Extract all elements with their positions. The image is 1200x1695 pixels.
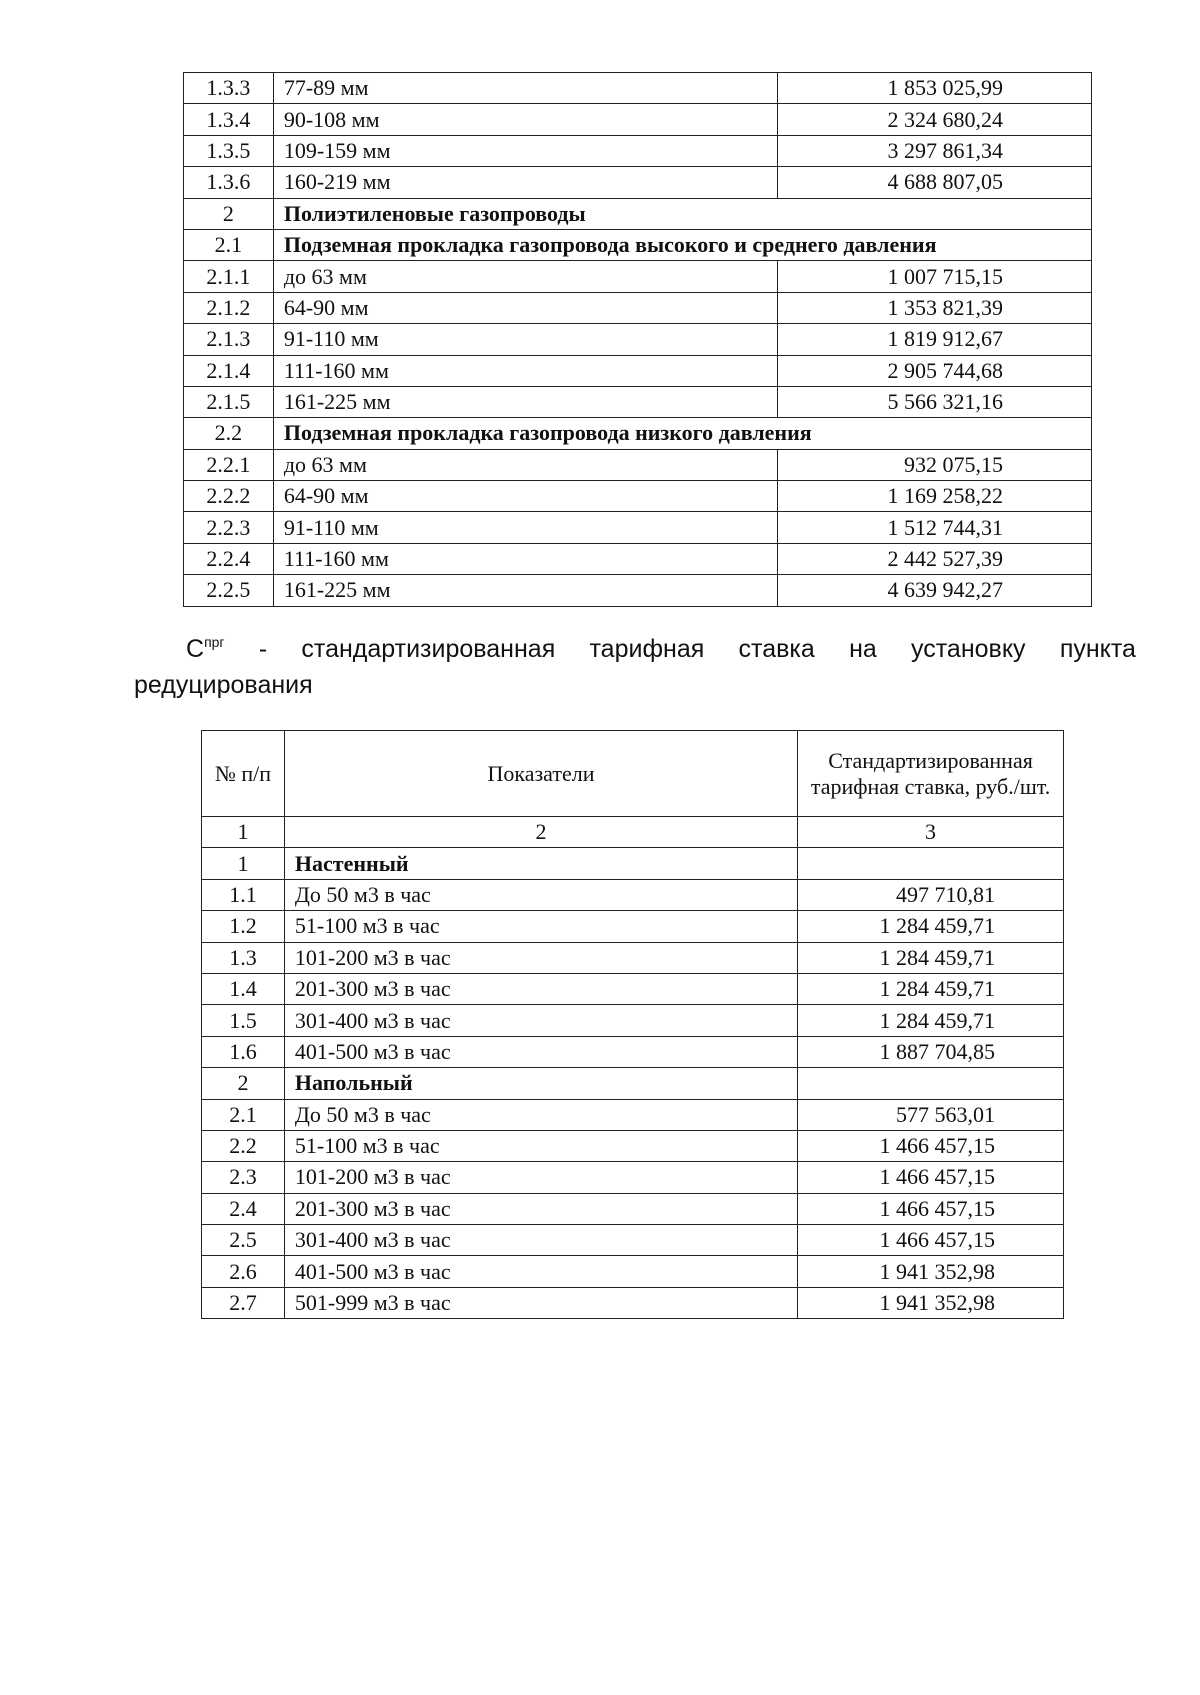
table-row	[184, 575, 1092, 606]
rate-value: 4 688 807,05	[778, 167, 1092, 198]
row-label: 401-500 м3 в час	[284, 1036, 797, 1067]
row-number: 2	[184, 198, 274, 229]
row-label: 90-108 мм	[273, 104, 777, 135]
table-row	[184, 481, 1092, 512]
section-title: Напольный	[284, 1068, 797, 1099]
description-word: тарифная	[589, 635, 705, 663]
rate-symbol: $С^{прг}$	[186, 634, 225, 663]
rate-value: 2 442 527,39	[778, 543, 1092, 574]
description-word: установку	[911, 635, 1026, 663]
rate-value: 1 887 704,85	[798, 1036, 1064, 1067]
row-label: 161-225 мм	[273, 386, 777, 417]
row-number: 2.1.3	[184, 324, 274, 355]
table-row	[202, 1099, 1064, 1130]
rate-value: 2 324 680,24	[778, 104, 1092, 135]
section-row	[184, 229, 1092, 260]
description-line-2: редуцирования	[134, 670, 313, 699]
row-label: 91-110 мм	[273, 512, 777, 543]
row-label: 64-90 мм	[273, 292, 777, 323]
rate-value	[798, 1068, 1064, 1099]
description-word: стандартизированная	[301, 635, 556, 663]
row-number: 2.4	[202, 1193, 285, 1224]
rate-value: 3 297 861,34	[778, 135, 1092, 166]
row-label: 111-160 мм	[273, 543, 777, 574]
rate-value: 1 466 457,15	[798, 1225, 1064, 1256]
row-label: 201-300 м3 в час	[284, 973, 797, 1004]
description-word: на	[849, 635, 877, 663]
row-number: 2.1.5	[184, 386, 274, 417]
rate-value: 1 284 459,71	[798, 1005, 1064, 1036]
row-number: 2.1.2	[184, 292, 274, 323]
table-row	[202, 1193, 1064, 1224]
table-row	[202, 1162, 1064, 1193]
row-number: 1.4	[202, 973, 285, 1004]
row-label: До 50 м3 в час	[284, 1099, 797, 1130]
row-number: 2.1.4	[184, 355, 274, 386]
rate-value: 1 353 821,39	[778, 292, 1092, 323]
row-number: 2.1	[202, 1099, 285, 1130]
row-number: 2.1.1	[184, 261, 274, 292]
rate-value: 932 075,15	[778, 449, 1092, 480]
column-number: 2	[284, 817, 797, 848]
row-label: 64-90 мм	[273, 481, 777, 512]
row-label: 77-89 мм	[273, 73, 777, 104]
row-label: 101-200 м3 в час	[284, 1162, 797, 1193]
table-row	[184, 261, 1092, 292]
row-number: 1.3	[202, 942, 285, 973]
row-label: 201-300 м3 в час	[284, 1193, 797, 1224]
table-row	[202, 942, 1064, 973]
table-row	[184, 449, 1092, 480]
row-label: 301-400 м3 в час	[284, 1005, 797, 1036]
description-line-1	[134, 632, 1136, 668]
table-row	[202, 879, 1064, 910]
table-row	[202, 1005, 1064, 1036]
description-word: -	[258, 635, 268, 663]
table-row	[184, 135, 1092, 166]
rate-value: 1 941 352,98	[798, 1287, 1064, 1318]
row-label: 301-400 м3 в час	[284, 1225, 797, 1256]
table-row	[202, 1130, 1064, 1161]
reduction-point-rate-description	[134, 632, 1136, 703]
table-row	[202, 1287, 1064, 1318]
table-row	[184, 167, 1092, 198]
rate-value: 1 007 715,15	[778, 261, 1092, 292]
row-label: 51-100 м3 в час	[284, 1130, 797, 1161]
section-row	[202, 1068, 1064, 1099]
rate-value: 1 284 459,71	[798, 942, 1064, 973]
description-word: ставка	[738, 635, 815, 663]
row-number: 2.2.3	[184, 512, 274, 543]
header-rate: Стандартизированная тарифная ставка, руб./шт.	[798, 731, 1064, 817]
table-row	[202, 1256, 1064, 1287]
section-title: Полиэтиленовые газопроводы	[273, 198, 1091, 229]
reduction-point-rate-table	[201, 730, 1064, 1319]
row-number: 2.2.2	[184, 481, 274, 512]
table-row	[202, 911, 1064, 942]
row-label: 91-110 мм	[273, 324, 777, 355]
rate-value: 1 284 459,71	[798, 911, 1064, 942]
description-word: пункта	[1059, 635, 1136, 663]
header-number: № п/п	[202, 731, 285, 817]
column-number: 3	[798, 817, 1064, 848]
row-label: 161-225 мм	[273, 575, 777, 606]
table-row	[184, 543, 1092, 574]
row-label: До 50 м3 в час	[284, 879, 797, 910]
rate-value: 1 466 457,15	[798, 1193, 1064, 1224]
row-label: 501-999 м3 в час	[284, 1287, 797, 1318]
row-number: 1.3.3	[184, 73, 274, 104]
row-label: 51-100 м3 в час	[284, 911, 797, 942]
section-row	[202, 848, 1064, 879]
table-row	[184, 104, 1092, 135]
row-label: 160-219 мм	[273, 167, 777, 198]
row-number: 2.2.4	[184, 543, 274, 574]
section-row	[184, 198, 1092, 229]
section-title: Подземная прокладка газопровода высокого и среднего давления	[273, 229, 1091, 260]
row-number: 1.3.5	[184, 135, 274, 166]
table-row	[184, 73, 1092, 104]
table-row	[202, 973, 1064, 1004]
row-number: 1.2	[202, 911, 285, 942]
rate-value: 497 710,81	[798, 879, 1064, 910]
row-number: 1.1	[202, 879, 285, 910]
rate-value: 1 853 025,99	[778, 73, 1092, 104]
rate-value: 1 284 459,71	[798, 973, 1064, 1004]
rate-value: 1 941 352,98	[798, 1256, 1064, 1287]
row-label: 111-160 мм	[273, 355, 777, 386]
table-row	[184, 386, 1092, 417]
rate-value: 1 466 457,15	[798, 1130, 1064, 1161]
row-number: 2.2	[202, 1130, 285, 1161]
row-number: 1	[202, 848, 285, 879]
row-number: 2.3	[202, 1162, 285, 1193]
row-number: 1.3.4	[184, 104, 274, 135]
rate-value: 1 466 457,15	[798, 1162, 1064, 1193]
table-row	[184, 324, 1092, 355]
row-number: 1.5	[202, 1005, 285, 1036]
section-row	[184, 418, 1092, 449]
rate-value: 577 563,01	[798, 1099, 1064, 1130]
row-number: 1.6	[202, 1036, 285, 1067]
section-title: Настенный	[284, 848, 797, 879]
table-row	[184, 355, 1092, 386]
table-row	[184, 512, 1092, 543]
table-row	[202, 1225, 1064, 1256]
row-label: до 63 мм	[273, 261, 777, 292]
row-number: 2.2	[184, 418, 274, 449]
row-number: 2.6	[202, 1256, 285, 1287]
column-number: 1	[202, 817, 285, 848]
row-label: 401-500 м3 в час	[284, 1256, 797, 1287]
row-label: 101-200 м3 в час	[284, 942, 797, 973]
row-label: 109-159 мм	[273, 135, 777, 166]
rate-value: 1 512 744,31	[778, 512, 1092, 543]
row-number: 2.7	[202, 1287, 285, 1318]
row-number: 2.2.5	[184, 575, 274, 606]
rate-value: 2 905 744,68	[778, 355, 1092, 386]
rate-value: 4 639 942,27	[778, 575, 1092, 606]
row-label: до 63 мм	[273, 449, 777, 480]
rate-value: 1 819 912,67	[778, 324, 1092, 355]
row-number: 2	[202, 1068, 285, 1099]
rate-value: 1 169 258,22	[778, 481, 1092, 512]
row-number: 2.5	[202, 1225, 285, 1256]
row-number: 2.1	[184, 229, 274, 260]
table-row	[184, 292, 1092, 323]
header-indicator: Показатели	[284, 731, 797, 817]
rate-value	[798, 848, 1064, 879]
section-title: Подземная прокладка газопровода низкого давления	[273, 418, 1091, 449]
column-numbers-row	[202, 817, 1064, 848]
table-header-row	[202, 731, 1064, 817]
rate-value: 5 566 321,16	[778, 386, 1092, 417]
table-row	[202, 1036, 1064, 1067]
row-number: 2.2.1	[184, 449, 274, 480]
rate-symbol-superscript: прг	[204, 634, 225, 650]
row-number: 1.3.6	[184, 167, 274, 198]
pipeline-rate-table	[183, 72, 1092, 607]
